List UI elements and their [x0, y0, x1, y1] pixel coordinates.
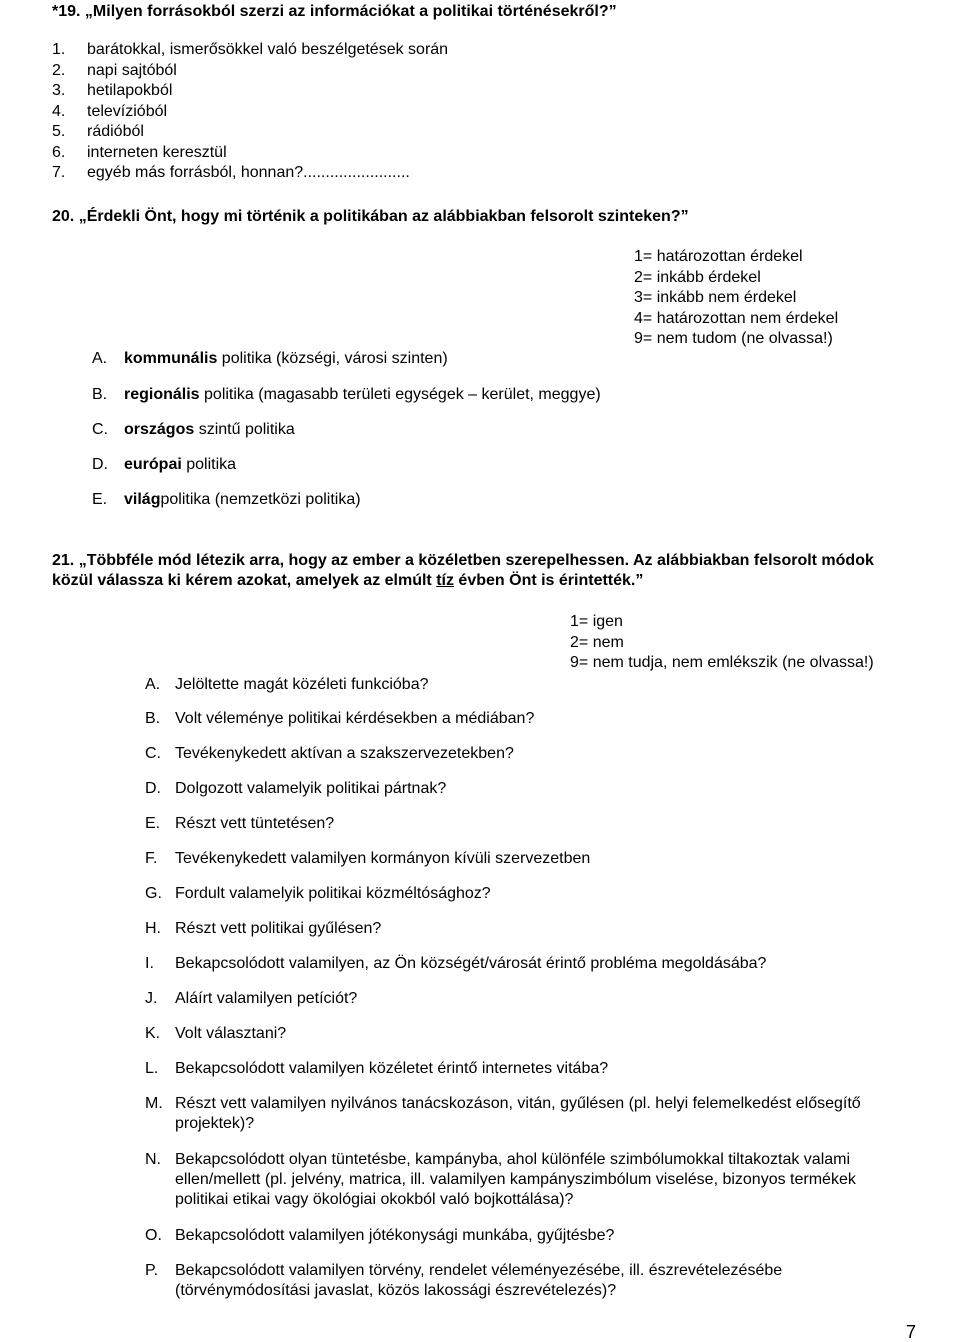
scale-item: 1= igen	[570, 613, 623, 630]
list-item: H. Részt vett politikai gyűlésen?	[145, 920, 382, 937]
list-item: A. kommunális politika (községi, városi szinten)	[92, 350, 448, 367]
list-item: F. Tevékenykedett valamilyen kormányon kívüli szervezetben	[145, 850, 591, 867]
list-item: D. európai politika	[92, 456, 237, 473]
q19-options	[52, 40, 448, 184]
list-item: D. Dolgozott valamelyik politikai pártnak?	[145, 780, 447, 797]
q21-scale	[570, 612, 874, 674]
scale-item: 9= nem tudom (ne olvassa!)	[634, 330, 833, 347]
scale-item: 2= inkább érdekel	[634, 268, 761, 286]
q21-title: 21. „Többféle mód létezik arra, hogy az ember a közéletben szerepelhessen. Az alábbiakban felsorolt módok közül válassza ki kérem azokat, amelyek az elmúlt tíz évben Önt is érintették.”	[52, 552, 874, 589]
list-item: J. Aláírt valamilyen petíciót?	[145, 990, 358, 1007]
list-item: 7. egyéb más forrásból, honnan?........................	[52, 164, 410, 181]
list-item: L. Bekapcsolódott valamilyen közéletet érintő internetes vitába?	[145, 1060, 609, 1077]
scale-item: 2= nem	[570, 633, 624, 651]
scale-item: 9= nem tudja, nem emlékszik (ne olvassa!)	[570, 654, 874, 671]
list-item: G. Fordult valamelyik politikai közméltósághoz?	[145, 885, 491, 902]
list-item: O. Bekapcsolódott valamilyen jótékonysági munkába, gyűjtésbe?	[145, 1227, 615, 1244]
list-item: B. regionális politika (magasabb területi egységek – kerület, meggye)	[92, 386, 601, 403]
list-item: I. Bekapcsolódott valamilyen, az Ön községét/városát érintő probléma megoldásába?	[145, 955, 767, 972]
list-item: C. Tevékenykedett aktívan a szakszervezetekben?	[145, 745, 514, 762]
list-item: K. Volt választani?	[145, 1025, 287, 1042]
page-number: 7	[905, 1322, 916, 1342]
list-item: 4. televízióból	[52, 102, 168, 120]
list-item: A. Jelöltette magát közéleti funkcióba?	[145, 676, 429, 693]
q19-title: *19. „Milyen forrásokból szerzi az információkat a politikai történésekről?”	[52, 3, 617, 20]
list-item: 1. barátokkal, ismerősökkel való beszélgetések során	[52, 41, 449, 58]
list-item: E. világpolitika (nemzetközi politika)	[92, 491, 361, 508]
list-item: 5. rádióból	[52, 123, 144, 140]
list-item: C. országos szintű politika	[92, 421, 295, 438]
scale-item: 1= határozottan érdekel	[634, 248, 803, 265]
q20-title: 20. „Érdekli Önt, hogy mi történik a politikában az alábbiakban felsorolt szinteken?”	[52, 208, 689, 225]
list-item: N. Bekapcsolódott olyan tüntetésbe, kampányba, ahol különféle szimbólumokkal tiltakoztak valami ellen/mellett (pl. jelvény, matrica, ill. valamilyen kampányszimbólum viselése, bizonyos termékek politikai etikai vagy ökológiai okokból való bojkottálása)?	[145, 1151, 856, 1208]
list-item: E. Részt vett tüntetésen?	[145, 815, 335, 832]
q20-scale	[634, 247, 838, 350]
list-item: 2. napi sajtóból	[52, 61, 177, 79]
list-item: B. Volt véleménye politikai kérdésekben a médiában?	[145, 710, 535, 727]
scale-item: 3= inkább nem érdekel	[634, 289, 797, 306]
list-item: 3. hetilapokból	[52, 82, 173, 99]
list-item: P. Bekapcsolódott valamilyen törvény, rendelet véleményezésébe, ill. észrevételezésébe (törvénymódosítási javaslat, közös lakossági észrevételezés)?	[145, 1262, 783, 1299]
list-item: 6. interneten keresztül	[52, 143, 227, 161]
scale-item: 4= határozottan nem érdekel	[634, 309, 839, 327]
list-item: M. Részt vett valamilyen nyilvános tanácskozáson, vitán, gyűlésen (pl. helyi felemelkedést elősegítő projektek)?	[145, 1095, 861, 1132]
